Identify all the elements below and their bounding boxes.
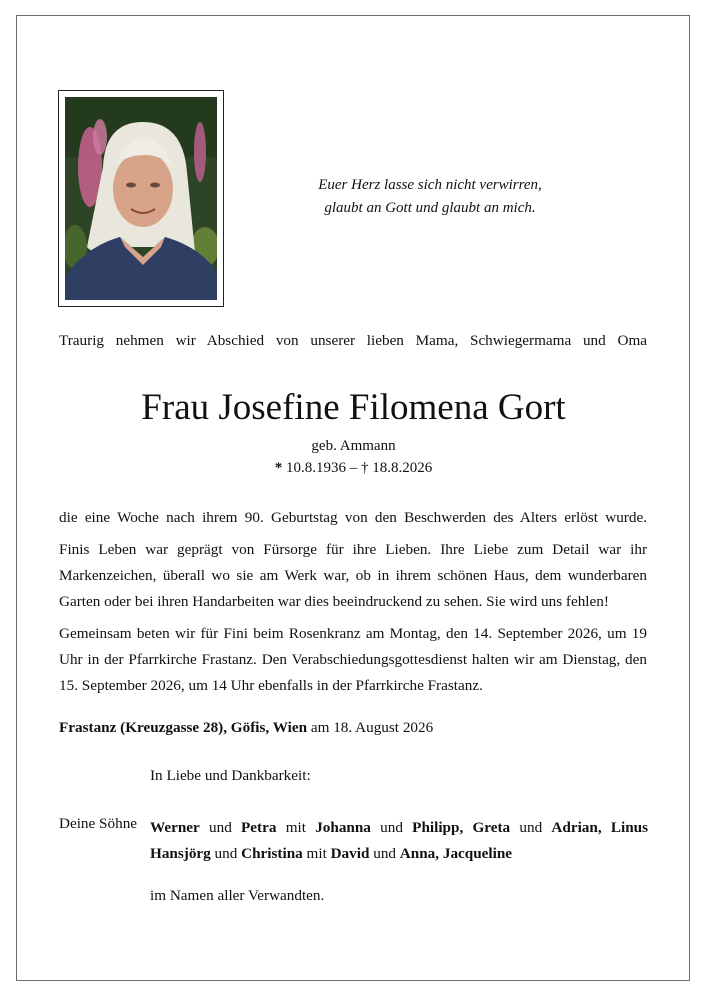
family-name: Werner bbox=[150, 819, 200, 836]
place-locations: Frastanz (Kreuzgasse 28), Göfis, Wien bbox=[59, 719, 308, 736]
family-name: David bbox=[330, 845, 370, 862]
relatives-line: im Namen aller Verwandten. bbox=[150, 887, 325, 904]
family-name: Johanna bbox=[315, 819, 371, 836]
sons-label: Deine Söhne bbox=[59, 815, 138, 832]
family-connector: und bbox=[369, 845, 400, 862]
portrait-photo bbox=[65, 97, 217, 300]
family-name: Adrian, Linus bbox=[551, 819, 649, 836]
family-connector: und bbox=[370, 819, 413, 836]
paragraph-release: die eine Woche nach ihrem 90. Geburtstag von den Beschwerden des Alters erlöst wurde. bbox=[59, 509, 647, 526]
family-name: Anna, Jacqueline bbox=[399, 845, 513, 862]
died-symbol: † bbox=[361, 460, 369, 476]
place-and-date bbox=[59, 719, 433, 737]
portrait-frame bbox=[58, 90, 224, 307]
maiden-name: geb. Ammann bbox=[311, 438, 396, 454]
family-connector: mit bbox=[302, 845, 331, 862]
paragraph-life: Finis Leben war geprägt von Fürsorge für ihre Lieben. Ihre Liebe zum Detail war ihr Markenzeichen, überall wo sie am Werk war, ob in ihrem schönen Haus, dem wunderbaren Garten oder bei ihren Handarbeiten war dies beeindruckend zu sehen. Sie wird uns fehlen! bbox=[59, 541, 647, 610]
family-connector: und bbox=[199, 819, 242, 836]
quote-line-1: Euer Herz lasse sich nicht verwirren, bbox=[318, 177, 542, 193]
family-connector: mit bbox=[276, 819, 316, 836]
family-name: Petra bbox=[241, 819, 277, 836]
family-connector: und bbox=[510, 819, 552, 836]
intro-text: Traurig nehmen wir Abschied von unserer lieben Mama, Schwiegermama und Oma bbox=[59, 332, 647, 349]
paragraph-services: Gemeinsam beten wir für Fini beim Rosenkranz am Montag, den 14. September 2026, um 19 Uhr in der Pfarrkirche Frastanz. Den Verabschiedungsgottesdienst halten wir am Dienstag, den 15. September 2026, um 14 Uhr ebenfalls in der Pfarrkirche Frastanz. bbox=[59, 625, 647, 694]
death-date: 18.8.2026 bbox=[372, 460, 433, 476]
family-line-1 bbox=[150, 815, 648, 841]
date-dash: – bbox=[349, 460, 358, 476]
family-line-2 bbox=[150, 841, 648, 867]
family-name: Philipp, Greta bbox=[412, 819, 511, 836]
bible-quote bbox=[240, 174, 620, 220]
family-name: Christina bbox=[241, 845, 303, 862]
birth-date: 10.8.1936 bbox=[286, 460, 346, 476]
family-names bbox=[150, 815, 648, 867]
family-connector: und bbox=[210, 845, 242, 862]
quote-line-2: glaubt an Gott und glaubt an mich. bbox=[324, 200, 536, 216]
life-dates bbox=[0, 460, 707, 477]
love-line: In Liebe und Dankbarkeit: bbox=[150, 767, 311, 784]
born-symbol: * bbox=[274, 460, 283, 476]
deceased-name: Frau Josefine Filomena Gort bbox=[141, 387, 566, 428]
family-name: Hansjörg bbox=[150, 845, 211, 862]
place-date: am 18. August 2026 bbox=[310, 719, 434, 736]
